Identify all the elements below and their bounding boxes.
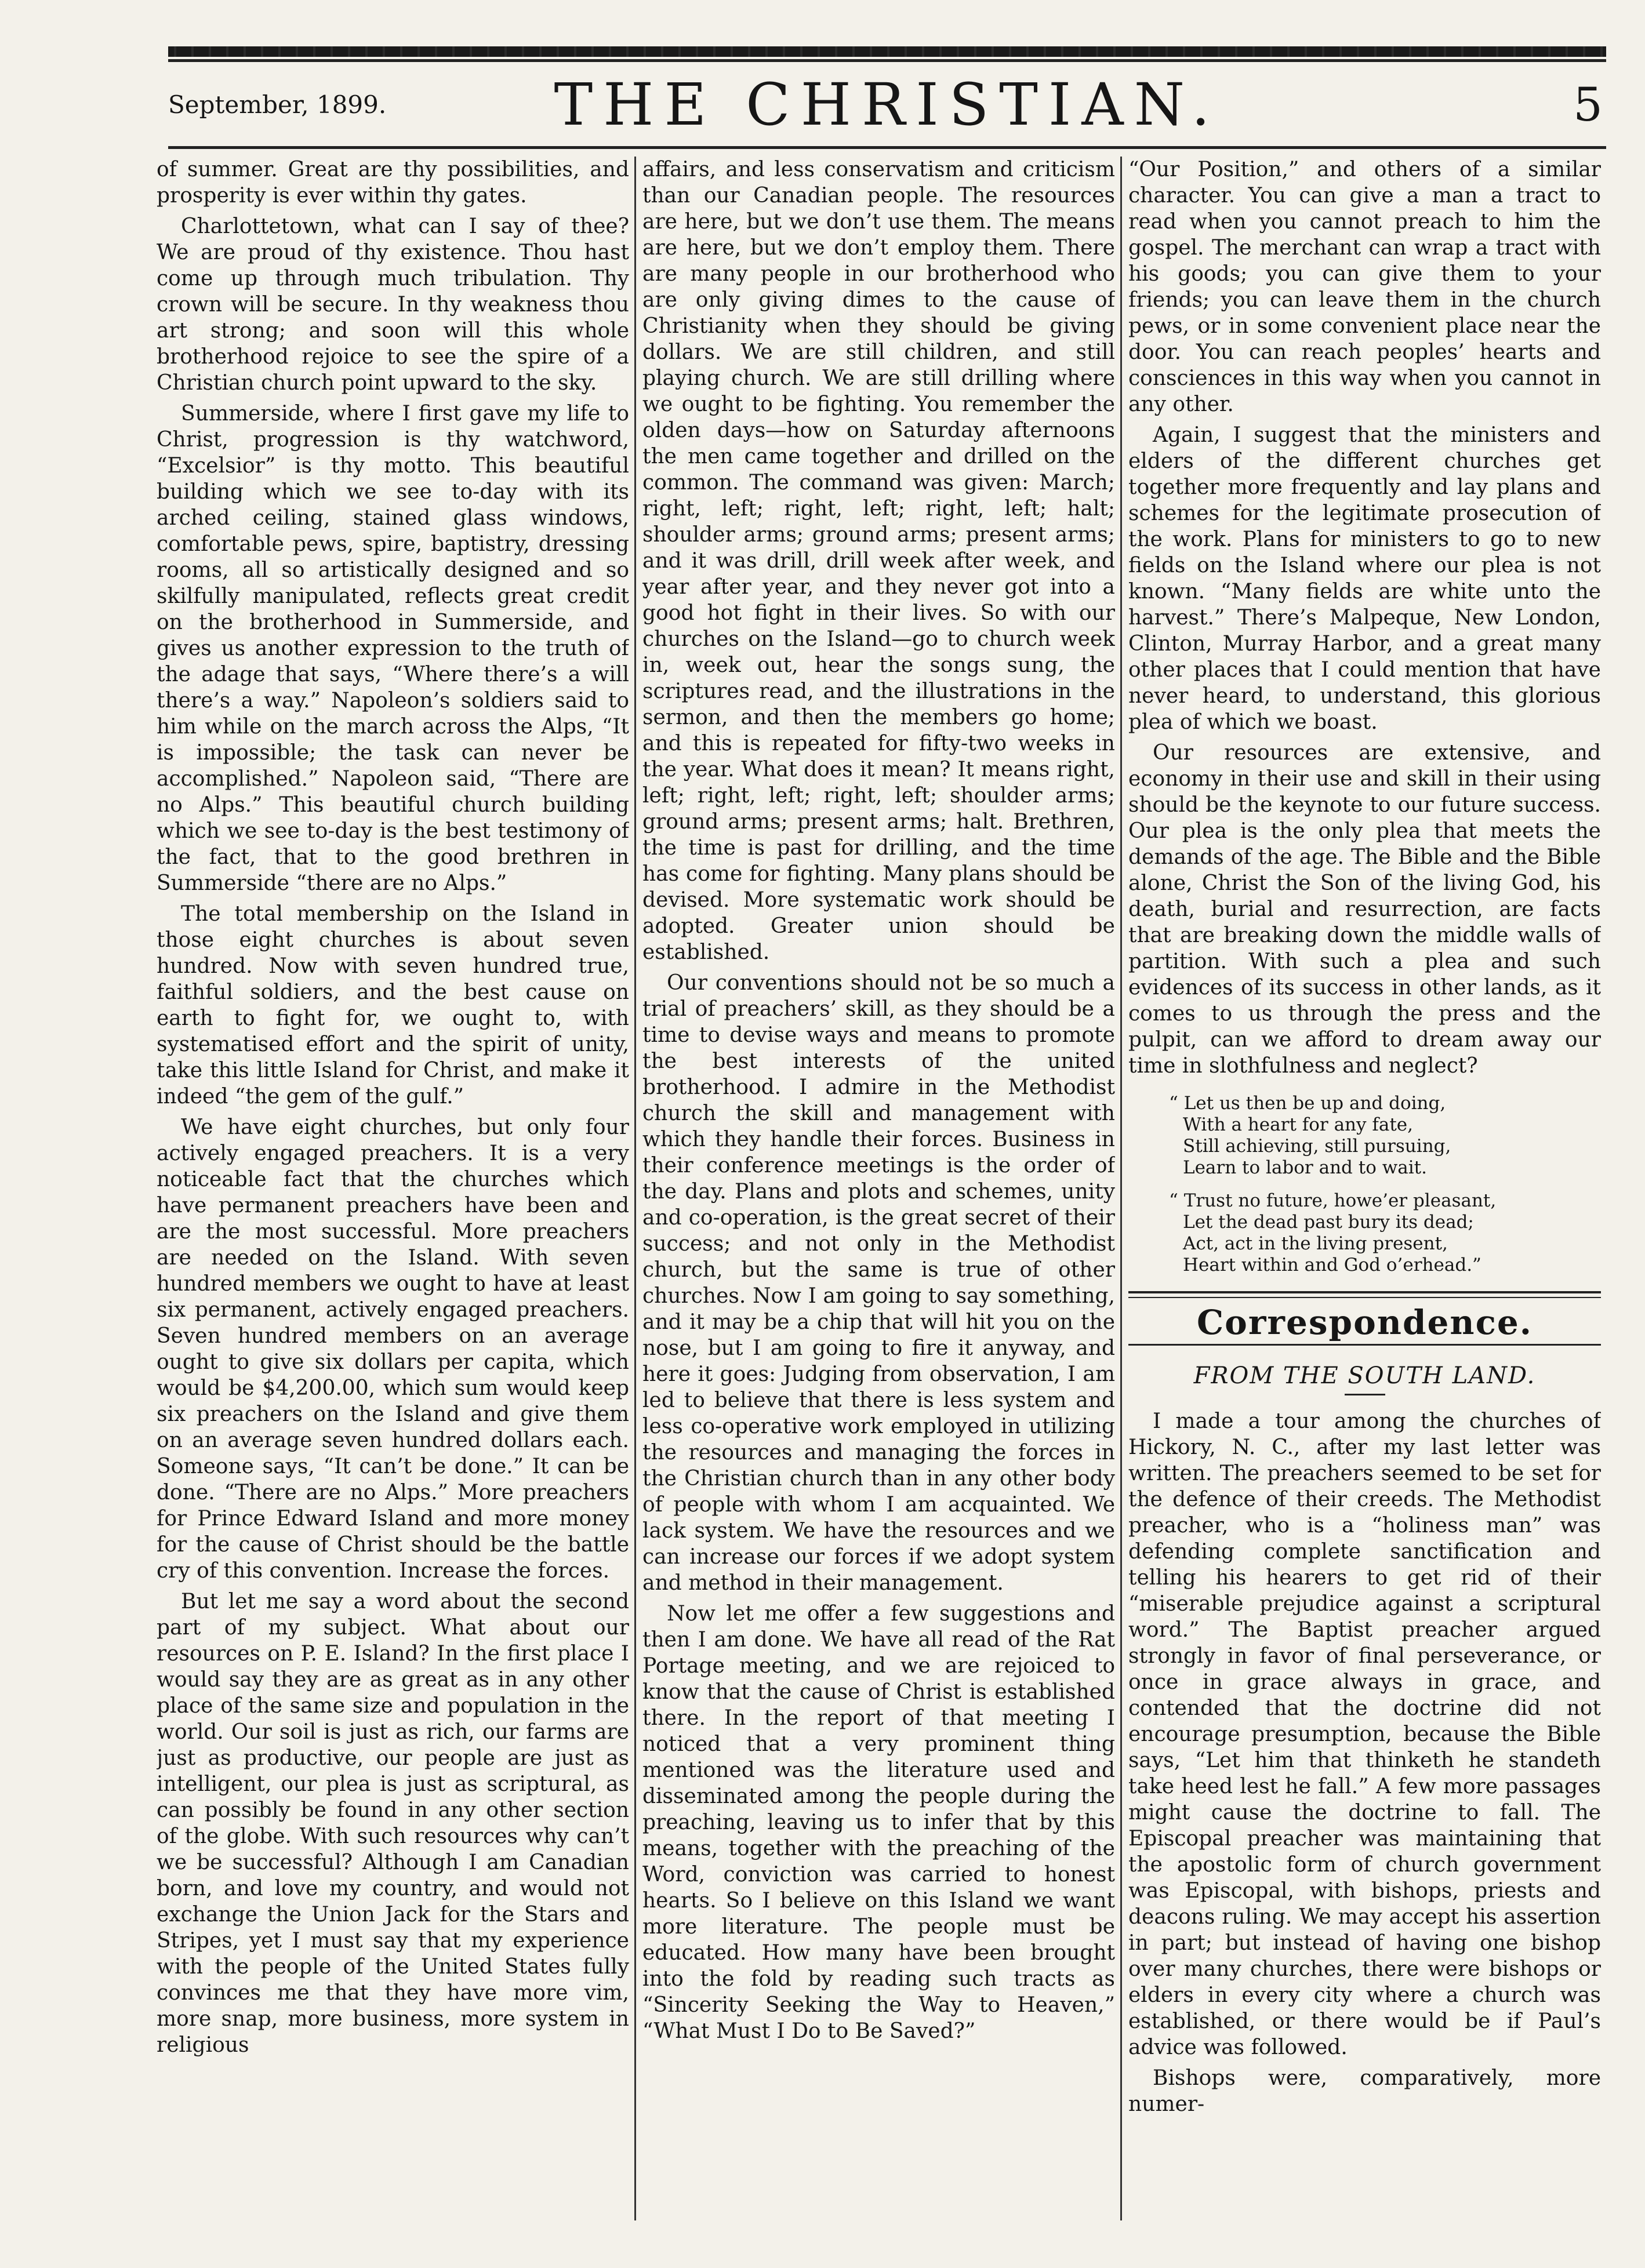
paragraph: We have eight churches, but only four actively engaged preachers. It is a very noticeable fact that the churches which have permanent preachers have been and are the most successful. More preachers are needed on the Island. With seven hundred members we ought to have at least six permanent, actively engaged preachers. Seven hundred members on an average ought to give six dollars per capita, which would be $4,200.00, which sum would keep six preachers on the Island and give them on an average seven hundred dollars each. Someone says, “It can’t be done.” It can be done. “There are no Alps.” More preachers for Prince Edward Island and more money for the cause of Christ should be the battle cry of this convention. Increase the forces. xyxy=(157,1115,629,1583)
paragraph: Bishops were, comparatively, more numer- xyxy=(1128,2066,1601,2116)
poem-stanza xyxy=(1169,1093,1601,1179)
poem-line: “ Let us then be up and doing, xyxy=(1169,1093,1446,1114)
article-title: FROM THE SOUTH LAND. xyxy=(1193,1362,1536,1389)
column-divider xyxy=(1120,157,1122,2220)
poem-line: With a heart for any fate, xyxy=(1183,1114,1414,1135)
paragraph: Again, I suggest that the ministers and elders of the different churches get together more frequently and lay plans and schemes for the legitimate prosecution of the work. Plans for ministers to go to new fields on the Island where our plea is not known. “Many fields are white unto the harvest.” There’s Malpeque, New London, Clinton, Murray Harbor, and a great many other places that I could mention that have never heard, to understand, this glorious plea of which we boast. xyxy=(1128,423,1601,734)
paragraph: of summer. Great are thy possibilities, and prosperity is ever within thy gates. xyxy=(157,158,629,208)
poem-line: Let the dead past bury its dead; xyxy=(1183,1212,1474,1233)
poem-line: Still achieving, still pursuing, xyxy=(1183,1136,1451,1157)
title-rule xyxy=(1345,1394,1385,1395)
paragraph: “Our Position,” and others of a similar character. You can give a man a tract to read when you cannot preach to him the gospel. The merchant can wrap a tract with his goods; you can give them to your friends; you can leave them in the church pews, or in some convenient place near the door. You can reach peoples’ hearts and consciences in this way when you cannot in any other. xyxy=(1128,158,1601,416)
newspaper-title: THE CHRISTIAN. xyxy=(554,71,1221,139)
paragraph: Our conventions should not be so much a trial of preachers’ skill, as they should be a time to devise ways and means to promote the best interests of the united brotherhood. I admire in the Methodist church the skill and management with which they handle their forces. Business in their conference meetings is the order of the day. Plans and plots and schemes, unity and co-operation, is the great secret of their success; and not only in the Methodist church, but the same is true of other churches. Now I am going to say something, and it may be a chip that will hit you on the nose, but I am going to fire it anyway, and here it goes: Judging from observation, I am led to believe that there is less system and less co-operative work employed in utilizing the resources and managing the forces in the Christian church than in any other body of people with whom I am acquainted. We lack system. We have the resources and we can increase our forces if we adopt system and method in their management. xyxy=(642,971,1115,1595)
column-2 xyxy=(642,157,1115,2244)
poem-line: Heart within and God o’erhead.” xyxy=(1183,1255,1481,1275)
section-heading: Correspondence. xyxy=(1197,1303,1533,1342)
column-1 xyxy=(157,157,629,2244)
column-3 xyxy=(1128,157,1601,2244)
top-thin-rule xyxy=(168,59,1606,62)
poem-line: “ Trust no future, howe’er pleasant, xyxy=(1169,1190,1497,1211)
paragraph: Now let me offer a few suggestions and then I am done. We have all read of the Rat Portage meeting, and we are rejoiced to know that the cause of Christ is established there. In the report of that meeting I noticed that a very prominent thing mentioned was the literature used and disseminated among the people during the preaching, leaving us to infer that by this means, together with the preaching of the Word, conviction was carried to honest hearts. So I believe on this Island we want more literature. The people must be educated. How many have been brought into the fold by reading such tracts as “Sincerity Seeking the Way to Heaven,” “What Must I Do to Be Saved?” xyxy=(642,1602,1115,2043)
poem-line: Act, act in the living present, xyxy=(1183,1233,1448,1254)
poem-stanza xyxy=(1169,1190,1601,1276)
paragraph: But let me say a word about the second part of my subject. What about our resources on P. E. Island? In the first place I would say they are as great as in any other place of the same size and population in the world. Our soil is just as rich, our farms are just as productive, our people are just as intelligent, our plea is just as scriptural, as can possibly be found in any other section of the globe. With such resources why can’t we be successful? Although I am Canadian born, and love my country, and would not exchange the Union Jack for the Stars and Stripes, yet I must say that my experience with the people of the United States fully convinces me that they have more vim, more snap, more business, more system in religious xyxy=(157,1590,629,2057)
paragraph: Our resources are extensive, and economy in their use and skill in their using should be the keynote to our future success. Our plea is the only plea that meets the demands of the age. The Bible and the Bible alone, Christ the Son of the living God, his death, burial and resurrection, are facts that are breaking down the middle walls of partition. With such a plea and such evidences of its success in other lands, as it comes to us through the press and the pulpit, can we afford to dream away our time in slothfulness and neglect? xyxy=(1128,741,1601,1078)
paragraph: affairs, and less conservatism and criticism than our Canadian people. The resources are here, but we don’t use them. The means are here, but we don’t employ them. There are many people in our brotherhood who are only giving dimes to the cause of Christianity when they should be giving dollars. We are still children, and still playing church. We are still drilling where we ought to be fighting. You remember the olden days—how on Saturday afternoons the men came together and drilled on the common. The command was given: March; right, left; right, left; right, left; halt; shoulder arms; ground arms; present arms; and it was drill, drill week after week, and year after year, and they never got into a good hot fight in their lives. So with our churches on the Island—go to church week in, week out, hear the songs sung, the scriptures read, and the illustrations in the sermon, and then the members go home; and this is repeated for fifty-two weeks in the year. What does it mean? It means right, left; right, left; right, left; shoulder arms; ground arms; present arms; halt. Brethren, the time is past for drilling, and the time has come for fighting. Many plans should be devised. More systematic work should be adopted. Greater union should be established. xyxy=(642,158,1115,964)
paragraph: I made a tour among the churches of Hickory, N. C., after my last letter was written. The preachers seemed to be set for the defence of their creeds. The Methodist preacher, who is a “holiness man” was defending complete sanctification and telling his hearers to get rid of their “miserable prejudice against a scriptural word.” The Baptist preacher argued strongly in favor of final perseverance, or once in grace always in grace, and contended that the doctrine did not encourage presumption, because the Bible says, “Let him that thinketh he standeth take heed lest he fall.” A few more passages might cause the doctrine to fall. The Episcopal preacher was maintaining that the apostolic form of church government was Episcopal, with bishops, priests and deacons ruling. We may accept his assertion in part; but instead of having one bishop over many churches, there were bishops or elders in every city where a church was established, or there would be if Paul’s advice was followed. xyxy=(1128,1409,1601,2059)
poem-line: Learn to labor and to wait. xyxy=(1183,1157,1427,1178)
page-number: 5 xyxy=(1573,78,1603,132)
paragraph: Summerside, where I first gave my life to Christ, progression is thy watchword, “Excelsior” is thy motto. This beautiful building which we see to-day with its arched ceiling, stained glass windows, comfortable pews, spire, baptistry, dressing rooms, all so artistically designed and so skilfully manipulated, reflects great credit on the brotherhood in Summerside, and gives us another expression to the truth of the adage that says, “Where there’s a will there’s a way.” Napoleon’s soldiers said to him while on the march across the Alps, “It is impossible; the task can never be accomplished.” Napoleon said, “There are no Alps.” This beautiful church building which we see to-day is the best testimony of the fact, that to the good brethren in Summerside “there are no Alps.” xyxy=(157,402,629,895)
poem xyxy=(1169,1093,1601,1276)
section-divider xyxy=(1128,1291,1601,1298)
masthead-rule xyxy=(168,146,1606,149)
issue-date: September, 1899. xyxy=(168,90,387,119)
masthead xyxy=(168,70,1606,139)
column-divider xyxy=(634,157,636,2220)
paragraph: Charlottetown, what can I say of thee? We are proud of thy existence. Thou hast come up through much tribulation. Thy crown will be secure. In thy weakness thou art strong; and soon will this whole brotherhood rejoice to see the spire of a Christian church point upward to the sky. xyxy=(157,215,629,395)
paragraph: The total membership on the Island in those eight churches is about seven hundred. Now with seven hundred true, faithful soldiers, and the best cause on earth to fight for, we ought to, with systematised effort and the spirit of unity, take this little Island for Christ, and make it indeed “the gem of the gulf.” xyxy=(157,902,629,1108)
section-heading-rule xyxy=(1128,1344,1601,1346)
top-ornamental-rule xyxy=(168,46,1606,57)
